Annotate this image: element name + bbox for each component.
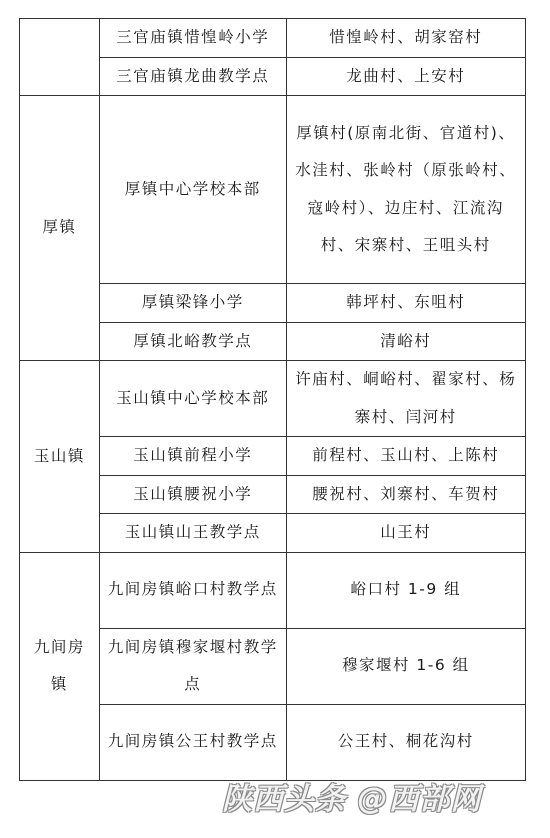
school-cell: 九间房镇穆家堰村教学点 — [99, 628, 286, 704]
villages-cell: 腰祝村、刘寨村、车贺村 — [286, 475, 525, 514]
villages-cell: 穆家堰村 1-6 组 — [286, 628, 525, 704]
town-cell: 九间房镇 — [20, 552, 100, 780]
villages-cell: 龙曲村、上安村 — [286, 57, 525, 96]
table-row — [20, 361, 526, 437]
school-cell: 玉山镇中心学校本部 — [99, 361, 286, 437]
villages-cell: 厚镇村(原南北街、官道村)、水洼村、张岭村（原张岭村、寇岭村）、边庄村、江流沟村、宋寨村、王咀头村 — [286, 96, 525, 284]
villages-cell: 清峪村 — [286, 322, 525, 361]
villages-cell: 韩坪村、东咀村 — [286, 284, 525, 323]
town-cell: 玉山镇 — [20, 361, 100, 553]
school-cell: 厚镇北峪教学点 — [99, 322, 286, 361]
villages-cell: 峪口村 1-9 组 — [286, 552, 525, 628]
table-row — [20, 19, 526, 58]
table-row — [20, 552, 526, 628]
school-cell: 厚镇梁锋小学 — [99, 284, 286, 323]
school-cell: 三官庙镇龙曲教学点 — [99, 57, 286, 96]
school-cell: 玉山镇山王教学点 — [99, 514, 286, 553]
town-cell — [20, 19, 100, 96]
villages-cell: 山王村 — [286, 514, 525, 553]
school-district-table — [19, 18, 526, 781]
school-cell: 玉山镇前程小学 — [99, 437, 286, 476]
villages-cell: 公王村、桐花沟村 — [286, 704, 525, 780]
villages-cell: 前程村、玉山村、上陈村 — [286, 437, 525, 476]
school-cell: 三官庙镇惜惶岭小学 — [99, 19, 286, 58]
watermark-logo: 陕西头条 @西部网 — [222, 782, 482, 817]
villages-cell: 惜惶岭村、胡家窑村 — [286, 19, 525, 58]
town-cell: 厚镇 — [20, 96, 100, 361]
school-cell: 厚镇中心学校本部 — [99, 96, 286, 284]
villages-cell: 许庙村、峒峪村、翟家村、杨寨村、闫河村 — [286, 361, 525, 437]
school-cell: 九间房镇公王村教学点 — [99, 704, 286, 780]
table-row — [20, 96, 526, 284]
school-cell: 九间房镇峪口村教学点 — [99, 552, 286, 628]
school-cell: 玉山镇腰祝小学 — [99, 475, 286, 514]
